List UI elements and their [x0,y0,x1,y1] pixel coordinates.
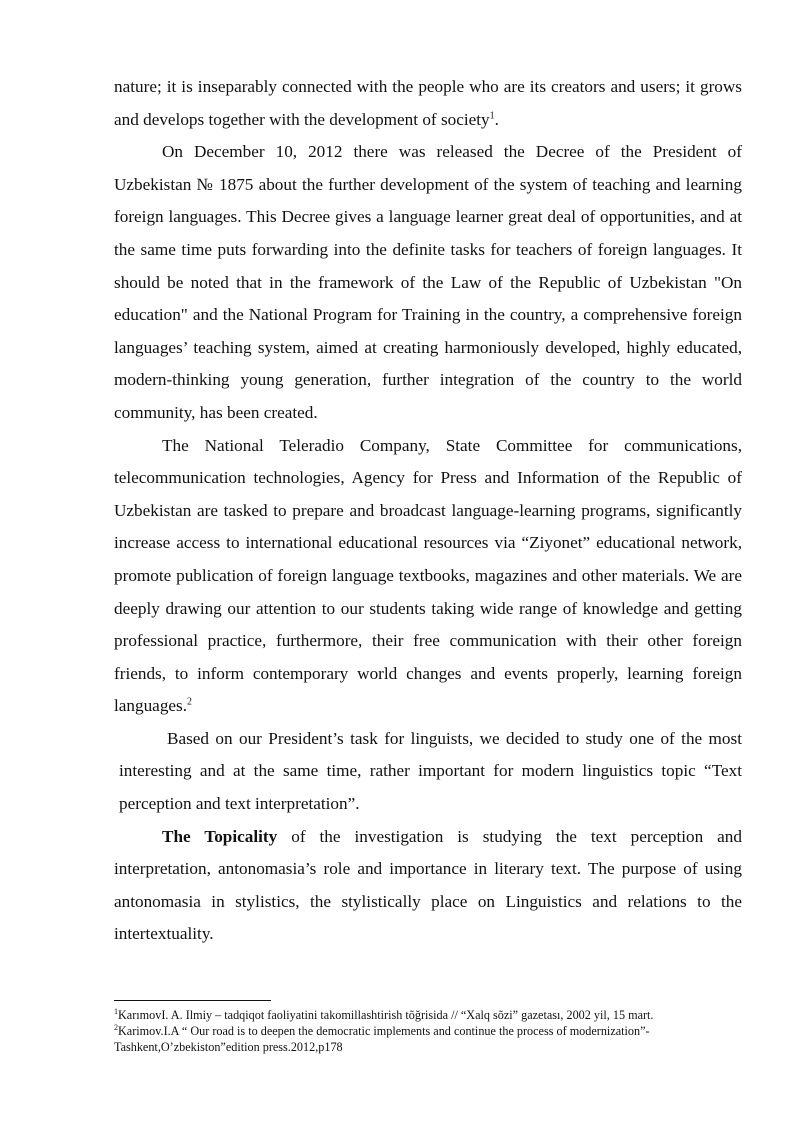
paragraph-1-end: . [494,109,499,129]
footnote-1 [114,1007,742,1023]
footnote-separator [114,1000,271,1001]
footnote-ref-2: 2 [187,696,193,708]
topicality-heading: The Topicality [162,826,278,846]
paragraph-3-text: The National Teleradio Company, State Committee for communications, telecommunication technologies, Agency for Press and Information of the Republic of Uzbekistan are tasked to prepare and broadcast language-learning programs, significantly increase access to international educational resources via “Ziyonet” educational network, promote publication of foreign language textbooks, magazines and other materials. We are deeply drawing our attention to our students taking wide range of knowledge and getting professional practice, furthermore, their free communication with their other foreign friends, to inform contemporary world changes and events properly, learning foreign languages. [114,435,742,716]
paragraph-5 [114,821,742,951]
paragraph-3 [114,430,742,723]
footnote-1-text: KarımovI. A. Ilmiy – tadqiqot faoliyatini takomillashtirish tõğrisida // “Xalq sõzi” gazetası, 2002 yil, 15 mart. [118,1008,654,1022]
footnote-ref-1: 1 [489,109,495,121]
footnote-2-text: Karimov.I.A “ Our road is to deepen the democratic implements and continue the process of modernization”-Tashkent,O’zbekiston”edition press.2012,p178 [114,1024,650,1054]
footnotes [114,1007,742,1055]
footnote-2-mark: 2 [114,1022,118,1032]
paragraph-2: On December 10, 2012 there was released the Decree of the President of Uzbekistan № 1875 about the further development of the system of teaching and learning foreign languages. This Decree gives a language learner great deal of opportunities, and at the same time puts forwarding into the definite tasks for teachers of foreign languages. It should be noted that in the framework of the Law of the Republic of Uzbekistan "On education" and the National Program for Training in the country, a comprehensive foreign languages’ teaching system, aimed at creating harmoniously developed, highly educated, modern-thinking young generation, further integration of the country to the world community, has been created. [114,142,742,422]
paragraph-5-text: of the investigation is studying the text perception and interpretation, antonomasia’s role and importance in literary text. The purpose of using antonomasia in stylistics, the stylistically place on Linguistics and relations to the intertextuality. [114,826,742,944]
body-text [114,71,742,951]
paragraph-4: Based on our President’s task for linguists, we decided to study one of the most interesting and at the same time, rather important for modern linguistics topic “Text perception and text interpretation”. [119,728,742,814]
paragraph-1 [114,71,742,136]
footnote-1-mark: 1 [114,1006,118,1016]
paragraph-1-text: nature; it is inseparably connected with the people who are its creators and users; it grows and develops together with the development of society [114,77,742,129]
footnote-2 [114,1023,742,1055]
